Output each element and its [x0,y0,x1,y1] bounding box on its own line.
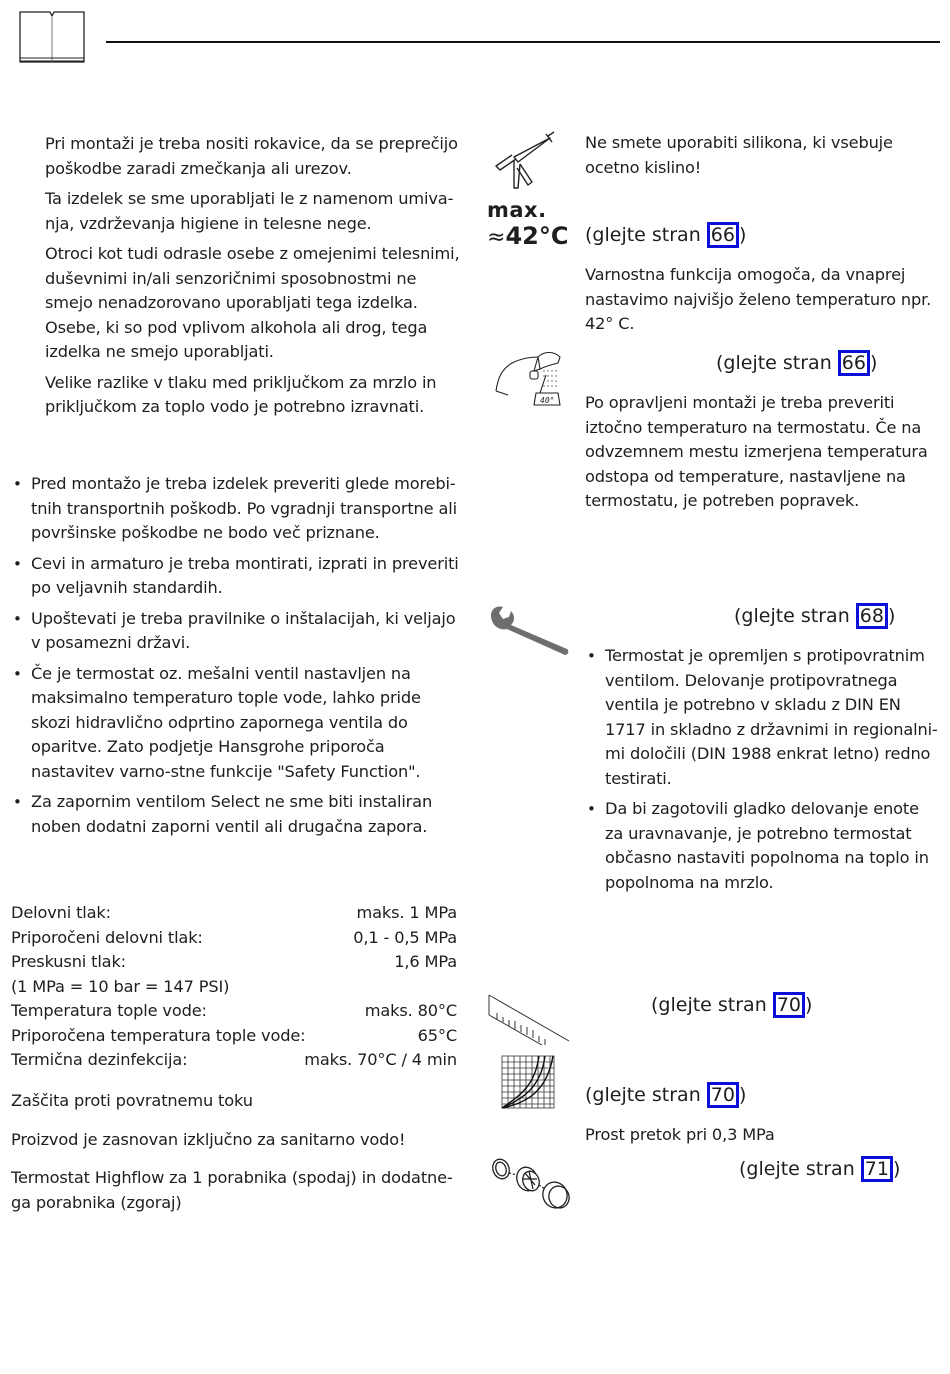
xref-prefix: (glejte stran [734,605,856,627]
xref-spare-parts [739,1156,900,1182]
hand-shower-thermometer-icon [494,349,566,409]
spec-row [11,1048,457,1073]
xref-suffix: ) [804,994,813,1016]
backflow-note: Zaščita proti povratnemu toku [11,1091,253,1110]
spec-label: Priporočena temperatura tople vode: [11,1025,306,1045]
spare-parts-icon [489,1155,573,1211]
approx-sign: ≈ [487,225,506,250]
maintenance-bullet: • Da bi zagotovili gladko delovanje enote za uravnavanje, je potrebno termostat občasno nastaviti popolnoma na toplo in popolnoma na mrzlo. [585,797,940,895]
safety-function-description: Varnostna funkcija omogoča, da vnaprej nastavimo najvišjo želeno temperaturo npr. 42° C. [585,265,932,333]
xref-prefix: (glejte stran [585,1084,707,1106]
spec-row [11,950,457,975]
safety-paragraph: Otroci kot tudi odrasle osebe z omejenimi telesnimi, duševnimi in/ali senzoričnimi sposobnostmi ne smejo nenadzorovano uporabljati tega izdelka. Osebe, ki so pod vplivom alkohola ali drog, tega izdelka ne smejo uporabljati. [45,244,460,361]
spec-label: Priporočeni delovni tlak: [11,927,203,947]
thermometer-display: 40° [540,396,555,405]
flow-chart-grid-icon [501,1055,555,1109]
xref-prefix: (glejte stran [716,352,838,374]
assembly-instructions [11,472,463,845]
page-link-70[interactable]: 70 [773,992,805,1018]
spec-value: maks. 80°C [364,1001,457,1020]
sanitary-water-note: Proizvod je zasnovan izključno za sanitarno vodo! [11,1130,406,1149]
spec-label: Termična dezinfekcija: [11,1050,188,1069]
xref-adjustment [716,350,877,376]
spec-value: 0,1 - 0,5 MPa [353,927,457,947]
ruler-dimensions-icon [487,993,571,1045]
safety-notes [45,132,465,426]
max-temp-value: 42°C [505,222,569,250]
safety-paragraph: Velike razlike v tlaku med priključkom za mrzlo in priključkom za toplo vodo je potrebno izravnati. [45,372,437,416]
open-book-icon [18,10,86,66]
xref-suffix: ) [869,352,878,374]
page-link-70[interactable]: 70 [707,1082,739,1108]
page-link-71[interactable]: 71 [861,1156,893,1182]
assembly-bullet: • Če je termostat oz. mešalni ventil nastavljen na maksimalno temperaturo tople vode, lahko pride skozi hidravlično odprtino zapornega ventila do oparitve. Zato podjetje Hansgrohe priporoča nastavitev varno-stne funkcije "Safety Function". [11,662,463,785]
assembly-bullet: • Za zapornim ventilom Select ne sme biti instaliran noben dodatni zaporni ventil ali drugačna zapora. [11,790,463,839]
max-temperature-badge [487,198,582,252]
spec-row [11,1024,457,1049]
xref-maintenance [734,603,895,629]
xref-prefix: (glejte stran [651,994,773,1016]
xref-dimensions [651,992,812,1018]
xref-flow-diagram [585,1082,746,1108]
xref-suffix: ) [892,1158,901,1180]
xref-prefix: (glejte stran [739,1158,861,1180]
spec-row [11,975,457,1000]
spec-row [11,901,457,926]
safety-paragraph: Pri montaži je treba nositi rokavice, da se preprečijo poškodbe zaradi zmečkanja ali urezov. [45,134,458,178]
spec-label: Delovni tlak: [11,903,111,922]
max-temp [487,222,582,252]
spec-row [11,926,457,951]
spec-value: 1,6 MPa [394,952,457,971]
xref-suffix: ) [738,1084,747,1106]
page-link-68[interactable]: 68 [856,603,888,629]
spec-label: Preskusni tlak: [11,952,126,971]
spec-value: 65°C [417,1025,457,1045]
assembly-bullet: • Upoštevati je treba pravilnike o inštalacijah, ki veljajo v posamezni državi. [11,607,463,656]
xref-suffix: ) [887,605,896,627]
spec-row [11,999,457,1024]
assembly-bullet: • Pred montažo je treba izdelek preveriti glede morebi-tnih transportnih poškodb. Po vgradnji transportne ali površinske poškodbe ne bodo več priznane. [11,472,463,546]
maintenance-instructions [585,644,940,901]
maintenance-bullet: • Termostat je opremljen s protipovratnim ventilom. Delovanje protipovratnega ventila je potrebno v skladu z DIN EN 1717 in skladno z državnimi in regionalni-mi določili (DIN 1988 enkrat letno) redno testirati. [585,644,940,791]
max-label: max. [487,198,547,222]
wrench-icon [487,605,571,657]
spec-value: maks. 70°C / 4 min [304,1050,457,1069]
header-rule [106,41,940,43]
assembly-bullet: • Cevi in armaturo je treba montirati, izprati in preveriti po veljavnih standardih. [11,552,463,601]
silicone-gun-icon [492,130,556,192]
spec-label: Temperatura tople vode: [11,1001,207,1020]
page-link-66[interactable]: 66 [707,222,739,248]
adjustment-description: Po opravljeni montaži je treba preveriti iztočno temperaturo na termostatu. Če na odvzemnem mestu izmerjena temperatura odstopa od temperature, nastavljene na termostatu, je potreben popravek. [585,393,928,510]
spec-value: maks. 1 MPa [356,903,457,922]
silicone-warning: Ne smete uporabiti silikona, ki vsebuje ocetno kislino! [585,133,893,177]
page-link-66[interactable]: 66 [838,350,870,376]
xref-suffix: ) [738,224,747,246]
technical-specs [11,901,457,1073]
safety-paragraph: Ta izdelek se sme uporabljati le z namenom umiva-nja, vzdrževanja higiene in telesne nege. [45,189,454,233]
flow-rate-note: Prost pretok pri 0,3 MPa [585,1125,775,1144]
xref-safety-function [585,222,746,248]
xref-prefix: (glejte stran [585,224,707,246]
highflow-note: Termostat Highflow za 1 porabnika (spodaj) in dodatne-ga porabnika (zgoraj) [11,1168,453,1212]
spec-label: (1 MPa = 10 bar = 147 PSI) [11,976,230,996]
